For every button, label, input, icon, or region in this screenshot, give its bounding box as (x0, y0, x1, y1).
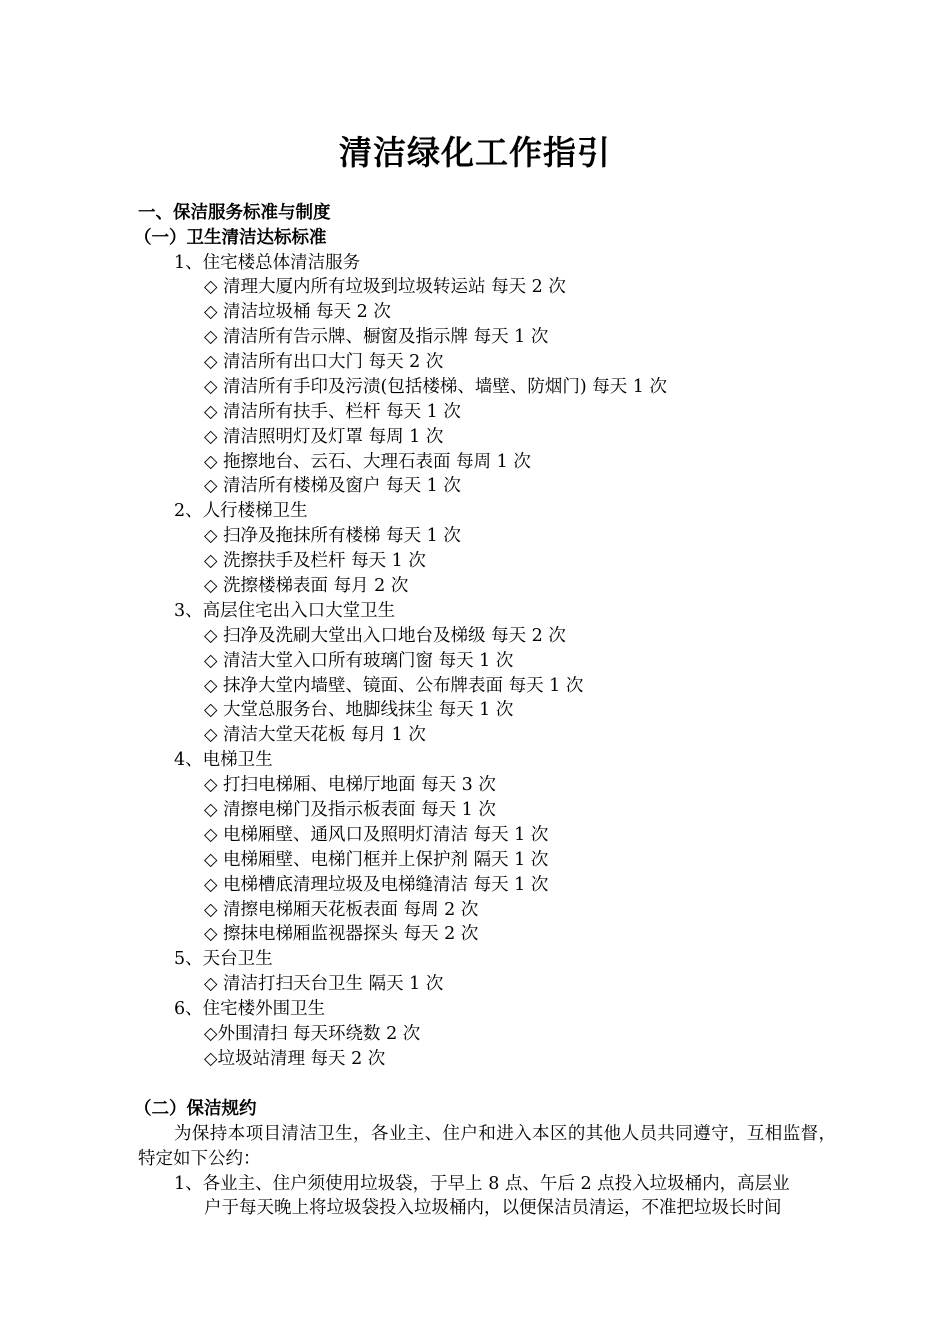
list-item: ◇ 电梯槽底清理垃圾及电梯缝清洁 每天 1 次 (204, 875, 549, 895)
list-item: ◇ 清擦电梯厢天花板表面 每周 2 次 (204, 900, 479, 920)
list-item: ◇ 电梯厢壁、通风口及照明灯清洁 每天 1 次 (204, 825, 549, 845)
list-item: ◇ 清洁照明灯及灯罩 每周 1 次 (204, 427, 444, 447)
list-item: ◇ 扫净及拖抹所有楼梯 每天 1 次 (204, 526, 461, 546)
list-item: ◇ 擦抹电梯厢监视器探头 每天 2 次 (204, 924, 479, 944)
list-item: ◇ 清理大厦内所有垃圾到垃圾转运站 每天 2 次 (204, 277, 566, 297)
list-item: ◇ 清洁垃圾桶 每天 2 次 (204, 302, 391, 322)
list-item: ◇ 清擦电梯门及指示板表面 每天 1 次 (204, 800, 496, 820)
rule-item-continuation: 户于每天晚上将垃圾袋投入垃圾桶内，以便保洁员清运，不准把垃圾长时间 (204, 1198, 782, 1218)
list-item: ◇外围清扫 每天环绕数 2 次 (204, 1024, 421, 1044)
subsection-heading: （二）保洁规约 (134, 1099, 257, 1119)
list-item: ◇ 清洁所有告示牌、橱窗及指示牌 每天 1 次 (204, 327, 549, 347)
group-heading: 2、人行楼梯卫生 (174, 501, 308, 521)
list-item: ◇ 拖擦地台、云石、大理石表面 每周 1 次 (204, 452, 531, 472)
paragraph: 为保持本项目清洁卫生，各业主、住户和进入本区的其他人员共同遵守，互相监督，特定如下公约： (138, 1124, 836, 1169)
subsection-heading: （一）卫生清洁达标标准 (134, 228, 327, 248)
document-title: 清洁绿化工作指引 (339, 133, 611, 172)
rule-item: 1、各业主、住户须使用垃圾袋，于早上 8 点、午后 2 点投入垃圾桶内，高层业 (174, 1174, 790, 1194)
list-item: ◇ 洗擦楼梯表面 每月 2 次 (204, 576, 409, 596)
list-item: ◇ 清洁大堂天花板 每月 1 次 (204, 725, 426, 745)
list-item: ◇ 清洁所有手印及污渍(包括楼梯、墙壁、防烟门) 每天 1 次 (204, 377, 667, 397)
list-item: ◇ 洗擦扶手及栏杆 每天 1 次 (204, 551, 426, 571)
group-heading: 5、天台卫生 (174, 949, 273, 969)
list-item: ◇ 电梯厢壁、电梯门框并上保护剂 隔天 1 次 (204, 850, 549, 870)
list-item: ◇ 扫净及洗刷大堂出入口地台及梯级 每天 2 次 (204, 626, 566, 646)
list-item: ◇ 清洁大堂入口所有玻璃门窗 每天 1 次 (204, 651, 514, 671)
list-item: ◇ 清洁所有出口大门 每天 2 次 (204, 352, 444, 372)
list-item: ◇ 抹净大堂内墙壁、镜面、公布牌表面 每天 1 次 (204, 676, 584, 696)
list-item: ◇垃圾站清理 每天 2 次 (204, 1049, 386, 1069)
section-heading: 一、保洁服务标准与制度 (138, 203, 331, 223)
list-item: ◇ 大堂总服务台、地脚线抹尘 每天 1 次 (204, 700, 514, 720)
list-item: ◇ 清洁所有扶手、栏杆 每天 1 次 (204, 402, 461, 422)
group-heading: 3、高层住宅出入口大堂卫生 (174, 601, 396, 621)
group-heading: 1、住宅楼总体清洁服务 (174, 253, 361, 273)
group-heading: 4、电梯卫生 (174, 750, 273, 770)
list-item: ◇ 清洁打扫天台卫生 隔天 1 次 (204, 974, 444, 994)
list-item: ◇ 清洁所有楼梯及窗户 每天 1 次 (204, 476, 461, 496)
group-heading: 6、住宅楼外围卫生 (174, 999, 326, 1019)
list-item: ◇ 打扫电梯厢、电梯厅地面 每天 3 次 (204, 775, 496, 795)
